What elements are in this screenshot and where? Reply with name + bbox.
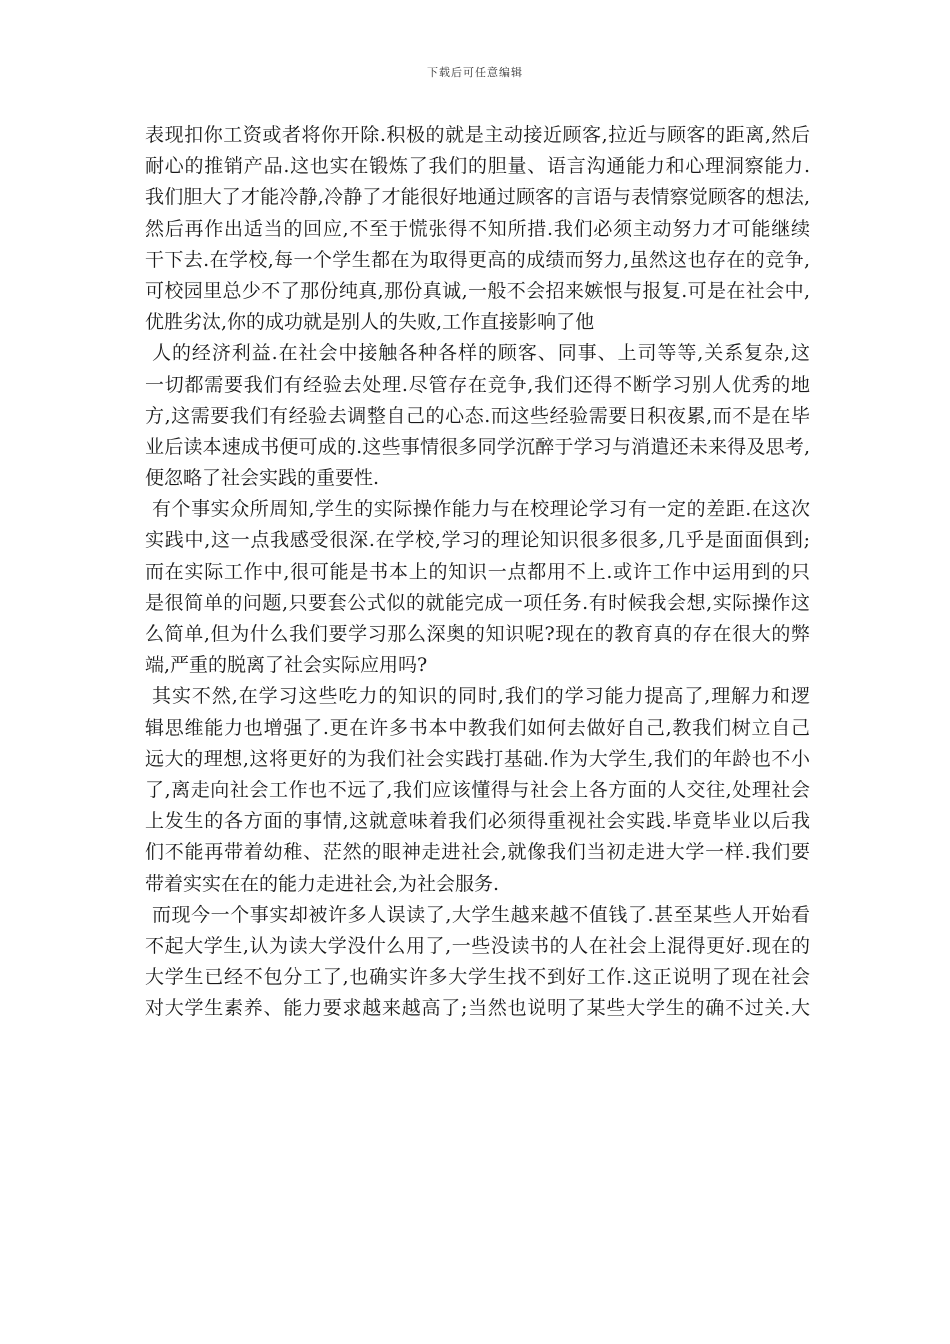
text-line: 端,严重的脱离了社会实际应用吗? xyxy=(145,654,428,677)
document-body xyxy=(145,120,810,1024)
text-line: 辑思维能力也增强了.更在许多书本中教我们如何去做好自己,教我们树立自己 xyxy=(145,716,810,739)
text-line: 可校园里总少不了那份纯真,那份真诚,一般不会招来嫉恨与报复.可是在社会中, xyxy=(145,279,810,302)
text-line: 不起大学生,认为读大学没什么用了,一些没读书的人在社会上混得更好.现在的 xyxy=(145,934,810,957)
text-line: 然后再作出适当的回应,不至于慌张得不知所措.我们必须主动努力才可能继续 xyxy=(145,217,810,240)
text-line: 带着实实在在的能力走进社会,为社会服务. xyxy=(145,872,500,895)
text-line: 有个事实众所周知,学生的实际操作能力与在校理论学习有一定的差距.在这次 xyxy=(152,498,810,521)
text-line: 而在实际工作中,很可能是书本上的知识一点都用不上.或许工作中运用到的只 xyxy=(145,560,810,583)
text-line: 大学生已经不包分工了,也确实许多大学生找不到好工作.这正说明了现在社会 xyxy=(145,966,810,989)
text-line: 对大学生素养、能力要求越来越高了;当然也说明了某些大学生的确不过关.大 xyxy=(145,997,810,1020)
text-line: 其实不然,在学习这些吃力的知识的同时,我们的学习能力提高了,理解力和逻 xyxy=(152,685,810,708)
text-line: 远大的理想,这将更好的为我们社会实践打基础.作为大学生,我们的年龄也不小 xyxy=(145,747,810,770)
text-line: 实践中,这一点我感受很深.在学校,学习的理论知识很多很多,几乎是面面俱到; xyxy=(145,529,810,552)
text-line: 上发生的各方面的事情,这就意味着我们必须得重视社会实践.毕竟毕业以后我 xyxy=(145,810,810,833)
text-line: 而现今一个事实却被许多人误读了,大学生越来越不值钱了.甚至某些人开始看 xyxy=(152,903,810,926)
text-line: 方,这需要我们有经验去调整自己的心态.而这些经验需要日积夜累,而不是在毕 xyxy=(145,404,810,427)
text-line: 么简单,但为什么我们要学习那么深奥的知识呢?现在的教育真的存在很大的弊 xyxy=(145,623,810,645)
page-header: 下载后可任意编辑 xyxy=(427,66,523,79)
text-line: 表现扣你工资或者将你开除.积极的就是主动接近顾客,拉近与顾客的距离,然后 xyxy=(145,124,810,146)
text-line: 业后读本速成书便可成的.这些事情很多同学沉醉于学习与消遣还未来得及思考, xyxy=(145,435,810,458)
text-line: 人的经济利益.在社会中接触各种各样的顾客、同事、上司等等,关系复杂,这 xyxy=(152,342,810,365)
text-line: 优胜劣汰,你的成功就是别人的失败,工作直接影响了他 xyxy=(145,311,595,334)
text-line: 我们胆大了才能冷静,冷静了才能很好地通过顾客的言语与表情察觉顾客的想法, xyxy=(145,186,810,209)
text-line: 一切都需要我们有经验去处理.尽管存在竞争,我们还得不断学习别人优秀的地 xyxy=(145,373,810,396)
text-line: 耐心的推销产品.这也实在锻炼了我们的胆量、语言沟通能力和心理洞察能力. xyxy=(145,155,810,178)
text-line: 是很简单的问题,只要套公式似的就能完成一项任务.有时候我会想,实际操作这 xyxy=(145,591,810,614)
text-line: 便忽略了社会实践的重要性. xyxy=(145,467,380,490)
text-line: 们不能再带着幼稚、茫然的眼神走进社会,就像我们当初走进大学一样.我们要 xyxy=(145,841,810,864)
text-line: 干下去.在学校,每一个学生都在为取得更高的成绩而努力,虽然这也存在的竞争, xyxy=(145,248,810,271)
text-line: 了,离走向社会工作也不远了,我们应该懂得与社会上各方面的人交往,处理社会 xyxy=(145,778,810,801)
